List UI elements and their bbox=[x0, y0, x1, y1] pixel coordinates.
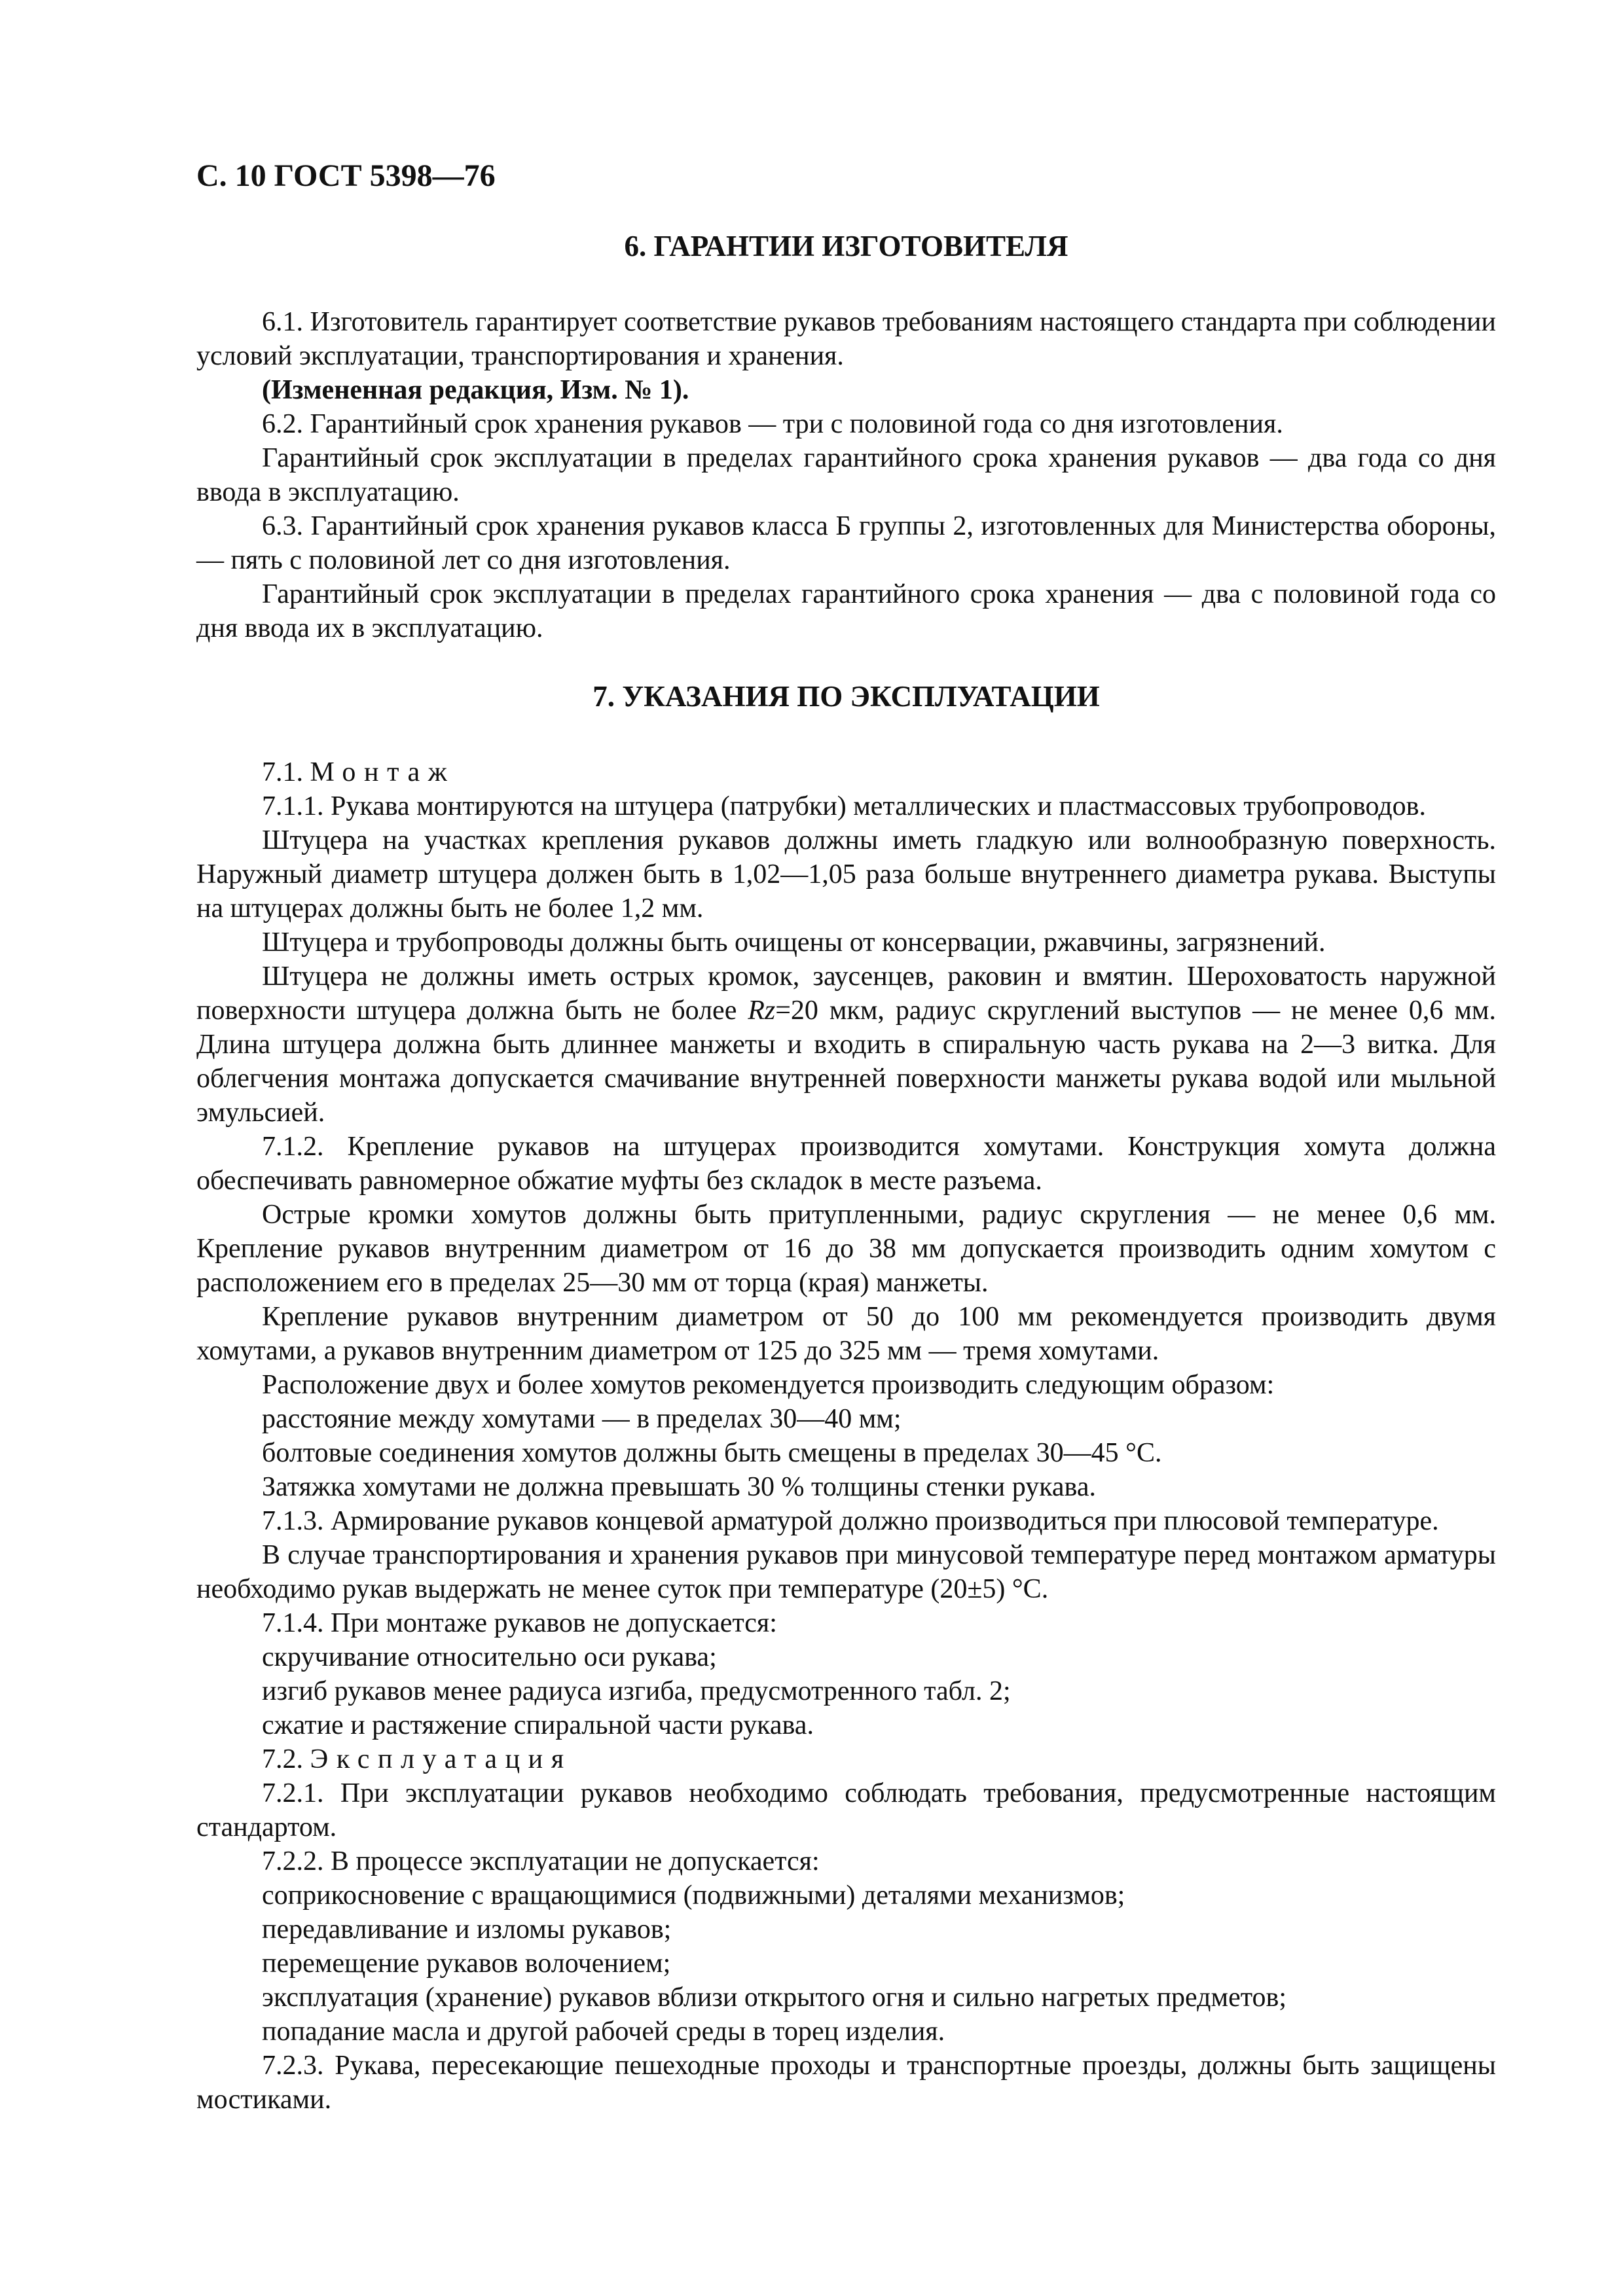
subsection-title: Эксплуатация bbox=[310, 1744, 572, 1774]
paragraph-6-2-service: Гарантийный срок эксплуатации в пределах гарантийного срока хранения рукавов — два года со дня ввода в эксплуатацию. bbox=[196, 443, 1496, 507]
roughness-text-before: Штуцера не должны иметь острых кромок, заусенцев, раковин и вмятин. Шероховатость наружной поверхности штуцера должна быть не более bbox=[196, 961, 1496, 1026]
paragraph-fitting-surface: Штуцера на участках крепления рукавов должны иметь гладкую или волнообразную поверхность. Наружный диаметр штуцера должен быть в 1,02—1,05 раза больше внутреннего диаметра рукава. Выступы на штуцерах должны быть не более 1,2 мм. bbox=[196, 825, 1496, 924]
list-item: изгиб рукавов менее радиуса изгиба, предусмотренного табл. 2; bbox=[262, 1676, 1011, 1706]
section-6-title: 6. ГАРАНТИИ ИЗГОТОВИТЕЛЯ bbox=[624, 230, 1068, 262]
list-item: соприкосновение с вращающимися (подвижными) деталями механизмов; bbox=[262, 1880, 1125, 1910]
list-item: эксплуатация (хранение) рукавов вблизи открытого огня и сильно нагретых предметов; bbox=[262, 1982, 1287, 2013]
paragraph-7-1-2: 7.1.2. Крепление рукавов на штуцерах производится хомутами. Конструкция хомута должна обеспечивать равномерное обжатие муфты без складок в месте разъема. bbox=[196, 1132, 1496, 1196]
paragraph-roughness bbox=[196, 960, 1496, 1130]
paragraph-cold-storage: В случае транспортирования и хранения рукавов при минусовой температуре перед монтажом арматуры необходимо рукав выдержать не менее суток при температуре (20±5) °С. bbox=[196, 1540, 1496, 1604]
paragraph-7-1-1: 7.1.1. Рукава монтируются на штуцера (патрубки) металлических и пластмассовых трубопроводов. bbox=[262, 791, 1426, 821]
paragraph-clamp-layout: Расположение двух и более хомутов рекомендуется производить следующим образом: bbox=[262, 1370, 1275, 1400]
paragraph-7-2-3: 7.2.3. Рукава, пересекающие пешеходные проходы и транспортные проезды, должны быть защищены мостиками. bbox=[196, 2051, 1496, 2115]
paragraph-6-2: 6.2. Гарантийный срок хранения рукавов — три с половиной года со дня изготовления. bbox=[262, 409, 1283, 439]
roughness-text-after: =20 мкм, радиус скруглений выступов — не менее 0,6 мм. Длина штуцера должна быть длиннее манжеты и входить в спиральную часть рукава на 2—3 витка. Для облегчения монтажа допускается смачивание внутренней поверхности манжеты рукава водой или мыльной эмульсией. bbox=[196, 996, 1496, 1128]
list-item: сжатие и растяжение спиральной части рукава. bbox=[262, 1710, 814, 1740]
list-item: расстояние между хомутами — в пределах 30—40 мм; bbox=[262, 1404, 902, 1434]
subsection-number: 7.1. bbox=[262, 757, 303, 787]
section-7-title: 7. УКАЗАНИЯ ПО ЭКСПЛУАТАЦИИ bbox=[593, 680, 1100, 713]
list-item: скручивание относительно оси рукава; bbox=[262, 1642, 717, 1672]
paragraph-7-1-3: 7.1.3. Армирование рукавов концевой арматурой должно производиться при плюсовой температуре. bbox=[262, 1506, 1439, 1536]
list-item: болтовые соединения хомутов должны быть смещены в пределах 30—45 °С. bbox=[262, 1438, 1162, 1468]
list-item: передавливание и изломы рукавов; bbox=[262, 1914, 672, 1945]
subsection-title: Монтаж bbox=[310, 757, 456, 787]
list-item: перемещение рукавов волочением; bbox=[262, 1948, 671, 1979]
subsection-7-1-heading bbox=[196, 755, 1496, 789]
paragraph-6-3-service: Гарантийный срок эксплуатации в пределах гарантийного срока хранения — два с половиной года со дня ввода их в эксплуатацию. bbox=[196, 579, 1496, 643]
subsection-number: 7.2. bbox=[262, 1744, 303, 1774]
list-item: попадание масла и другой рабочей среды в торец изделия. bbox=[262, 2017, 945, 2047]
paragraph-fitting-cleaning: Штуцера и трубопроводы должны быть очищены от консервации, ржавчины, загрязнений. bbox=[262, 927, 1326, 958]
paragraph-clamp-edges: Острые кромки хомутов должны быть притупленными, радиус скругления — не менее 0,6 мм. Крепление рукавов внутренним диаметром от 16 до 38 мм допускается производить одним хомутом с расположением его в пределах 25—30 мм от торца (края) манжеты. bbox=[196, 1200, 1496, 1298]
rz-symbol: Rz bbox=[748, 996, 776, 1026]
document-page bbox=[196, 157, 1496, 2117]
paragraph-7-2-1: 7.2.1. При эксплуатации рукавов необходимо соблюдать требования, предусмотренные настоящим стандартом. bbox=[196, 1778, 1496, 1842]
paragraph-6-1: 6.1. Изготовитель гарантирует соответствие рукавов требованиям настоящего стандарта при соблюдении условий эксплуатации, транспортирования и хранения. bbox=[196, 307, 1496, 371]
paragraph-7-1-4: 7.1.4. При монтаже рукавов не допускается: bbox=[262, 1608, 777, 1638]
paragraph-two-clamps: Крепление рукавов внутренним диаметром от 50 до 100 мм рекомендуется производить двумя хомутами, а рукавов внутренним диаметром от 125 до 325 мм — тремя хомутами. bbox=[196, 1302, 1496, 1366]
paragraph-7-2-2: 7.2.2. В процессе эксплуатации не допускается: bbox=[262, 1846, 820, 1876]
subsection-7-2-heading bbox=[196, 1742, 1496, 1776]
amendment-note: (Измененная редакция, Изм. № 1). bbox=[262, 375, 689, 405]
running-head: С. 10 ГОСТ 5398—76 bbox=[196, 158, 496, 193]
paragraph-tightening: Затяжка хомутами не должна превышать 30 % толщины стенки рукава. bbox=[262, 1472, 1096, 1502]
paragraph-6-3: 6.3. Гарантийный срок хранения рукавов класса Б группы 2, изготовленных для Министерства обороны, — пять с половиной лет со дня изготовления. bbox=[196, 511, 1496, 575]
